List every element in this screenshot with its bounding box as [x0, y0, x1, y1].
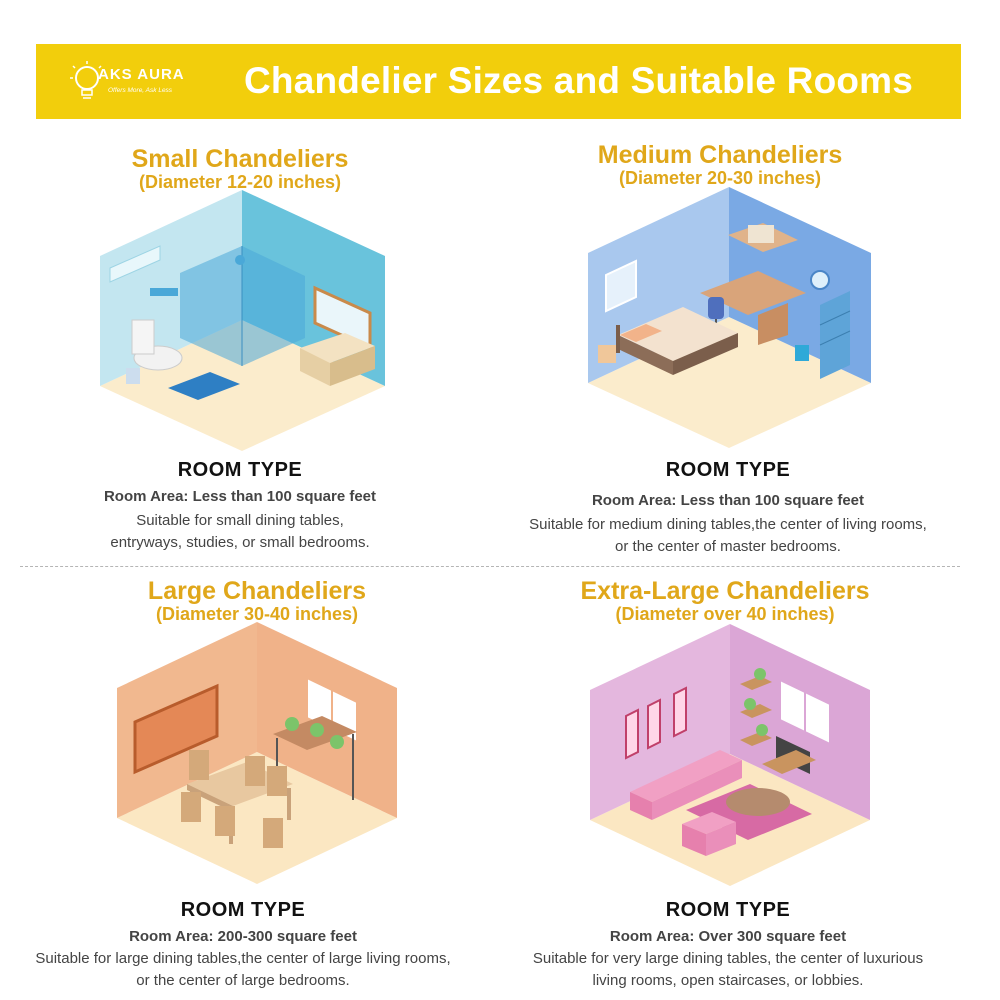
- room-description-line: Suitable for small dining tables,: [136, 512, 344, 529]
- section-title: Small Chandeliers: [131, 145, 349, 173]
- section-large-room-type: [0, 898, 493, 992]
- room-description-line: living rooms, open staircases, or lobbies.: [592, 972, 864, 989]
- section-subtitle: (Diameter 12-20 inches): [138, 172, 342, 192]
- bathroom-illustration: [100, 188, 385, 453]
- room-description-line: entryways, studies, or small bedrooms.: [110, 534, 370, 551]
- page-title: Chandelier Sizes and Suitable Rooms: [244, 60, 914, 101]
- section-subtitle: (Diameter 20-30 inches): [618, 168, 822, 188]
- section-subtitle: (Diameter 30-40 inches): [155, 604, 359, 624]
- section-large-header: [7, 578, 507, 624]
- room-description-line: or the center of large bedrooms.: [136, 972, 350, 989]
- section-xl-header: [475, 578, 975, 624]
- room-description-line: Suitable for medium dining tables,the center of living rooms,: [529, 516, 927, 533]
- room-area: Room Area: Less than 100 square feet: [591, 492, 865, 509]
- room-type-title: ROOM TYPE: [665, 459, 791, 481]
- section-subtitle: (Diameter over 40 inches): [615, 604, 835, 624]
- room-type-title: ROOM TYPE: [180, 899, 306, 921]
- header-banner: [36, 44, 961, 119]
- dining-room-illustration: [117, 622, 397, 887]
- section-medium-room-type: [478, 458, 978, 558]
- section-small-header: [0, 146, 490, 192]
- room-description-line: Suitable for large dining tables,the center of large living rooms,: [35, 950, 451, 967]
- brand-name: AKS AURA: [98, 66, 185, 83]
- section-xl-room-type: [478, 898, 978, 992]
- room-area: Room Area: Less than 100 square feet: [103, 488, 377, 505]
- brand-tagline: Offers More, Ask Less: [108, 87, 173, 94]
- room-description-line: Suitable for very large dining tables, the center of luxurious: [532, 950, 924, 967]
- bedroom-study-illustration: [588, 185, 871, 450]
- room-description-line: or the center of master bedrooms.: [615, 538, 841, 555]
- section-medium-header: [470, 142, 970, 188]
- room-area: Room Area: 200-300 square feet: [129, 928, 357, 945]
- living-room-illustration: [590, 624, 870, 889]
- section-small-room-type: [0, 458, 490, 554]
- section-title: Extra-Large Chandeliers: [580, 577, 870, 605]
- brand-logo: [70, 60, 200, 104]
- section-divider: [20, 566, 960, 567]
- room-type-title: ROOM TYPE: [177, 459, 303, 481]
- room-area: Room Area: Over 300 square feet: [609, 928, 847, 945]
- room-type-title: ROOM TYPE: [665, 899, 791, 921]
- section-title: Large Chandeliers: [147, 577, 367, 605]
- section-title: Medium Chandeliers: [597, 141, 843, 169]
